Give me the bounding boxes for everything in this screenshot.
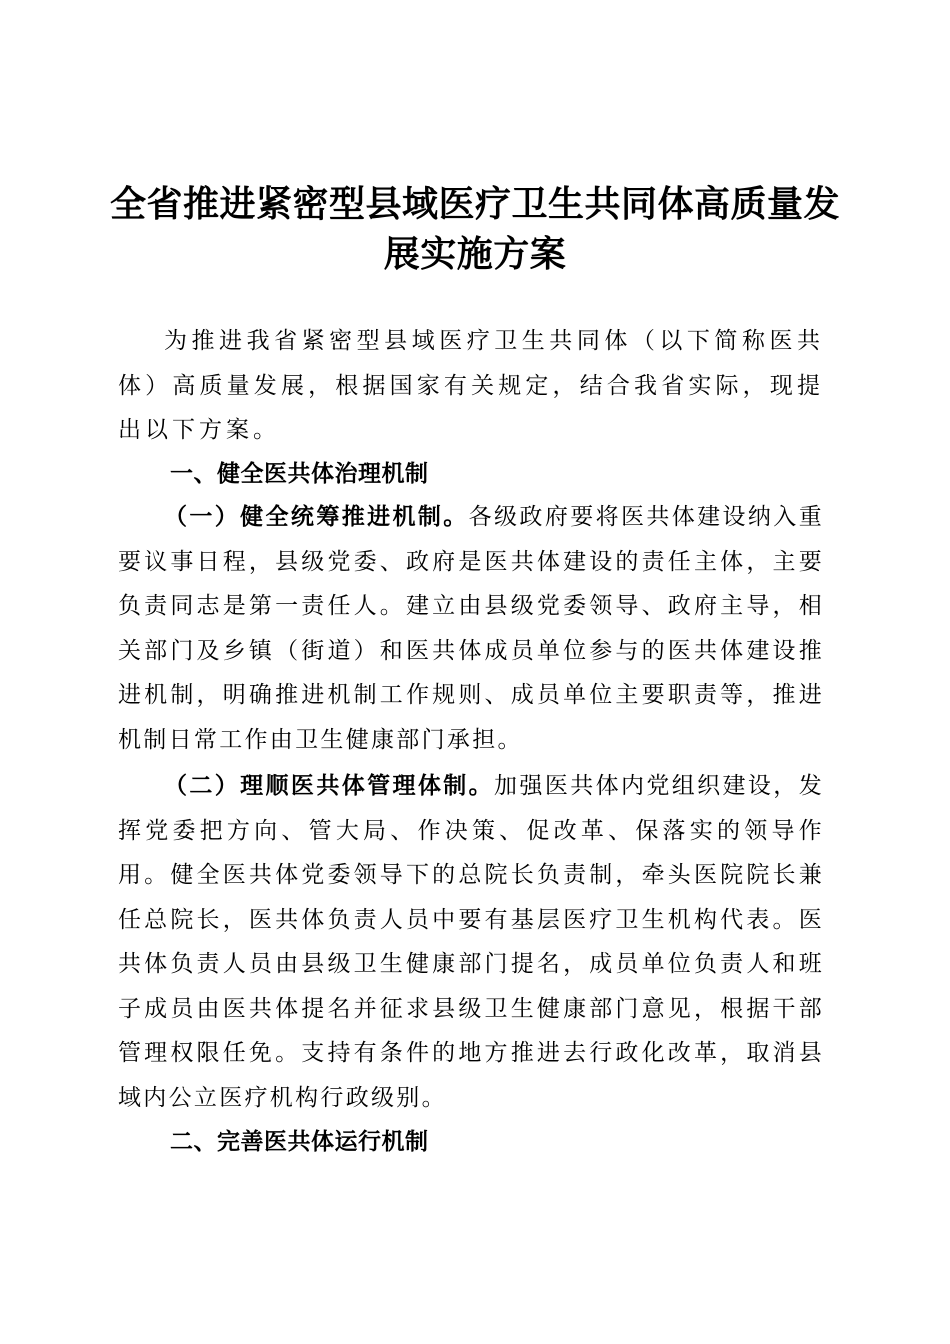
section1-heading: 一、健全医共体治理机制 xyxy=(170,461,429,487)
document-title-line2: 展实施方案 xyxy=(383,233,567,275)
intro-paragraph: 为推进我省紧密型县域医疗卫生共同体（以下简称医共体）高质量发展，根据国家有关规定，结合我省实际，现提出以下方案。 xyxy=(118,328,824,443)
section1-item1-lead: （一）健全统筹推进机制。 xyxy=(164,504,469,530)
section1-item1-paragraph xyxy=(118,495,824,762)
section1-item2-paragraph xyxy=(118,764,824,1120)
section1-item2-lead: （二）理顺医共体管理体制。 xyxy=(164,773,495,799)
section1-item1-text: 各级政府要将医共体建设纳入重要议事日程，县级党委、政府是医共体建设的责任主体，主要负责同志是第一责任人。建立由县级党委领导、政府主导，相关部门及乡镇（街道）和医共体成员单位参与的医共体建设推进机制，明确推进机制工作规则、成员单位主要职责等，推进机制日常工作由卫生健康部门承担。 xyxy=(118,504,824,753)
section2-heading: 二、完善医共体运行机制 xyxy=(170,1129,429,1155)
section1-item2-text: 加强医共体内党组织建设，发挥党委把方向、管大局、作决策、促改革、保落实的领导作用。健全医共体党委领导下的总院长负责制，牵头医院院长兼任总院长，医共体负责人员中要有基层医疗卫生机构代表。医共体负责人员由县级卫生健康部门提名，成员单位负责人和班子成员由医共体提名并征求县级卫生健康部门意见，根据干部管理权限任免。支持有条件的地方推进去行政化改革，取消县域内公立医疗机构行政级别。 xyxy=(118,773,824,1111)
document-title-line1: 全省推进紧密型县域医疗卫生共同体高质量发 xyxy=(110,183,841,225)
